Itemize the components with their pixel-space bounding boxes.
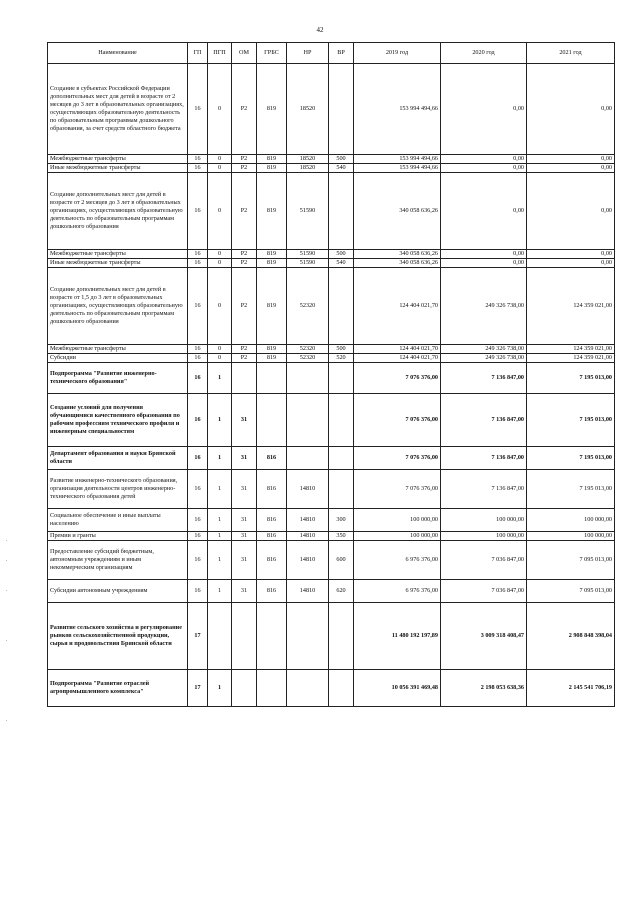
row-vr: 540	[329, 163, 354, 172]
row-amount-2019: 7 076 376,00	[354, 393, 441, 446]
row-nr: 51590	[287, 249, 329, 258]
table-row	[48, 267, 615, 344]
row-amount-2021: 7 195 013,00	[527, 393, 615, 446]
row-vr: 500	[329, 155, 354, 164]
row-om: P2	[232, 267, 257, 344]
row-amount-2019: 340 058 636,26	[354, 172, 441, 249]
row-amount-2019: 153 994 494,66	[354, 163, 441, 172]
col-header-om: ОМ	[232, 43, 257, 64]
row-vr	[329, 446, 354, 469]
budget-table	[47, 42, 615, 707]
row-amount-2020: 100 000,00	[441, 508, 527, 531]
row-nr: 52320	[287, 267, 329, 344]
table-row	[48, 353, 615, 362]
row-om: 31	[232, 508, 257, 531]
row-name: Подпрограмма "Развитие инженерно-технического образования"	[48, 362, 188, 393]
row-pgp: 0	[208, 155, 232, 164]
table-row	[48, 344, 615, 353]
row-om: P2	[232, 344, 257, 353]
row-om: P2	[232, 258, 257, 267]
row-name: Субсидии автономным учреждениям	[48, 579, 188, 602]
row-amount-2020: 7 136 847,00	[441, 393, 527, 446]
col-header-gp: ГП	[188, 43, 208, 64]
row-nr: 14810	[287, 469, 329, 508]
row-om: P2	[232, 155, 257, 164]
row-om: 31	[232, 446, 257, 469]
row-gp: 16	[188, 155, 208, 164]
row-amount-2020: 0,00	[441, 163, 527, 172]
row-vr	[329, 64, 354, 155]
row-pgp: 0	[208, 249, 232, 258]
row-amount-2019: 7 076 376,00	[354, 469, 441, 508]
row-amount-2020: 0,00	[441, 155, 527, 164]
row-amount-2019: 153 994 494,66	[354, 155, 441, 164]
row-pgp: 1	[208, 393, 232, 446]
table-row	[48, 446, 615, 469]
row-amount-2021: 0,00	[527, 163, 615, 172]
col-header-name: Наименование	[48, 43, 188, 64]
row-amount-2021: 7 095 013,00	[527, 540, 615, 579]
row-grbs: 816	[257, 579, 287, 602]
row-gp: 16	[188, 267, 208, 344]
row-name: Иные межбюджетные трансферты	[48, 163, 188, 172]
row-gp: 17	[188, 602, 208, 669]
row-grbs: 819	[257, 267, 287, 344]
row-pgp: 0	[208, 64, 232, 155]
table-row	[48, 155, 615, 164]
table-row	[48, 669, 615, 706]
table-row	[48, 362, 615, 393]
row-nr	[287, 393, 329, 446]
row-amount-2020: 249 326 738,00	[441, 267, 527, 344]
row-amount-2019: 100 000,00	[354, 531, 441, 540]
row-name: Создание дополнительных мест для детей в возрасте от 2 месяцев до 3 лет в образовательных организациях, осуществляющих образовательную деятельность по образовательным программам дошкольного образования	[48, 172, 188, 249]
row-amount-2019: 124 404 021,70	[354, 353, 441, 362]
row-amount-2020: 7 136 847,00	[441, 469, 527, 508]
row-nr: 14810	[287, 579, 329, 602]
row-amount-2020: 0,00	[441, 172, 527, 249]
row-vr: 500	[329, 249, 354, 258]
row-amount-2020: 7 036 847,00	[441, 540, 527, 579]
row-name: Подпрограмма "Развитие отраслей агропромышленного комплекса"	[48, 669, 188, 706]
row-name: Создание в субъектах Российской Федерации дополнительных мест для детей в возрасте от 2 месяцев до 3 лет в образовательных организациях, осуществляющих образовательную деятельность по образовательным программам дошкольного образования, за счет средств областного бюджета	[48, 64, 188, 155]
row-vr: 520	[329, 353, 354, 362]
row-vr: 620	[329, 579, 354, 602]
row-amount-2021: 7 195 013,00	[527, 362, 615, 393]
col-header-2021: 2021 год	[527, 43, 615, 64]
row-om: P2	[232, 249, 257, 258]
row-pgp	[208, 602, 232, 669]
row-grbs: 816	[257, 508, 287, 531]
row-amount-2020: 3 009 318 408,47	[441, 602, 527, 669]
row-grbs	[257, 669, 287, 706]
row-pgp: 1	[208, 531, 232, 540]
col-header-2019: 2019 год	[354, 43, 441, 64]
row-name: Создание дополнительных мест для детей в возрасте от 1,5 до 3 лет в образовательных организациях, осуществляющих образовательную деятельность по образовательным программам дошкольного образования	[48, 267, 188, 344]
table-row	[48, 579, 615, 602]
row-om: P2	[232, 353, 257, 362]
row-nr: 14810	[287, 540, 329, 579]
row-vr	[329, 602, 354, 669]
row-grbs: 816	[257, 540, 287, 579]
table-body	[48, 64, 615, 707]
row-nr: 18520	[287, 163, 329, 172]
row-gp: 16	[188, 362, 208, 393]
row-vr	[329, 669, 354, 706]
row-pgp: 1	[208, 508, 232, 531]
row-amount-2019: 340 058 636,26	[354, 249, 441, 258]
margin-mark	[6, 560, 7, 561]
row-amount-2019: 7 076 376,00	[354, 362, 441, 393]
row-amount-2021: 0,00	[527, 172, 615, 249]
row-name: Субсидии	[48, 353, 188, 362]
col-header-grbs: ГРБС	[257, 43, 287, 64]
row-om	[232, 362, 257, 393]
row-gp: 17	[188, 669, 208, 706]
table-row	[48, 540, 615, 579]
table-row	[48, 602, 615, 669]
row-nr: 51590	[287, 258, 329, 267]
row-pgp: 0	[208, 163, 232, 172]
row-grbs: 816	[257, 469, 287, 508]
table-row	[48, 531, 615, 540]
margin-mark	[6, 540, 7, 541]
row-amount-2019: 11 480 192 197,89	[354, 602, 441, 669]
row-amount-2021: 2 908 848 398,04	[527, 602, 615, 669]
row-amount-2020: 0,00	[441, 64, 527, 155]
row-amount-2020: 2 198 053 638,36	[441, 669, 527, 706]
row-amount-2019: 124 404 021,70	[354, 344, 441, 353]
row-name: Предоставление субсидий бюджетным, автономным учреждениям и иным некоммерческим организациям	[48, 540, 188, 579]
table-row	[48, 469, 615, 508]
row-name: Создание условий для получения обучающимися качественного образования по рабочим профессиям технического профиля и инженерным специальностям	[48, 393, 188, 446]
row-name: Развитие сельского хозяйства и регулирование рынков сельскохозяйственной продукции, сырья и продовольствия Брянской области	[48, 602, 188, 669]
row-amount-2021: 124 359 021,00	[527, 267, 615, 344]
row-amount-2021: 100 000,00	[527, 531, 615, 540]
row-grbs: 819	[257, 163, 287, 172]
row-vr	[329, 362, 354, 393]
row-gp: 16	[188, 531, 208, 540]
row-nr: 14810	[287, 531, 329, 540]
margin-mark	[6, 590, 7, 591]
row-pgp: 0	[208, 172, 232, 249]
row-om: 31	[232, 579, 257, 602]
row-amount-2021: 7 195 013,00	[527, 446, 615, 469]
row-pgp: 0	[208, 267, 232, 344]
row-gp: 16	[188, 258, 208, 267]
row-amount-2021: 0,00	[527, 64, 615, 155]
row-amount-2020: 249 326 738,00	[441, 344, 527, 353]
row-amount-2021: 124 359 021,00	[527, 344, 615, 353]
col-header-nr: НР	[287, 43, 329, 64]
row-amount-2020: 7 136 847,00	[441, 446, 527, 469]
row-gp: 16	[188, 163, 208, 172]
row-vr	[329, 469, 354, 508]
row-vr: 500	[329, 344, 354, 353]
row-pgp: 1	[208, 446, 232, 469]
row-vr: 300	[329, 508, 354, 531]
table-row	[48, 249, 615, 258]
row-amount-2021: 0,00	[527, 249, 615, 258]
table-row	[48, 172, 615, 249]
row-grbs: 816	[257, 531, 287, 540]
row-amount-2019: 124 404 021,70	[354, 267, 441, 344]
row-pgp: 0	[208, 258, 232, 267]
row-gp: 16	[188, 353, 208, 362]
table-row	[48, 163, 615, 172]
row-pgp: 1	[208, 669, 232, 706]
row-name: Межбюджетные трансферты	[48, 155, 188, 164]
row-om: P2	[232, 172, 257, 249]
row-amount-2019: 6 976 376,00	[354, 540, 441, 579]
row-grbs: 819	[257, 155, 287, 164]
row-amount-2020: 7 036 847,00	[441, 579, 527, 602]
row-vr: 350	[329, 531, 354, 540]
row-grbs	[257, 602, 287, 669]
row-grbs: 816	[257, 446, 287, 469]
row-vr	[329, 172, 354, 249]
row-amount-2021: 7 095 013,00	[527, 579, 615, 602]
row-pgp: 0	[208, 344, 232, 353]
row-nr	[287, 362, 329, 393]
row-grbs: 819	[257, 353, 287, 362]
row-amount-2020: 7 136 847,00	[441, 362, 527, 393]
row-grbs: 819	[257, 258, 287, 267]
table-row	[48, 258, 615, 267]
row-amount-2020: 0,00	[441, 258, 527, 267]
row-nr: 18520	[287, 155, 329, 164]
row-grbs: 819	[257, 172, 287, 249]
row-amount-2020: 0,00	[441, 249, 527, 258]
row-om	[232, 602, 257, 669]
row-amount-2019: 6 976 376,00	[354, 579, 441, 602]
row-om: P2	[232, 64, 257, 155]
row-om: 31	[232, 540, 257, 579]
row-nr: 52320	[287, 353, 329, 362]
table-row	[48, 508, 615, 531]
row-grbs	[257, 393, 287, 446]
row-amount-2021: 2 145 541 706,19	[527, 669, 615, 706]
row-gp: 16	[188, 393, 208, 446]
row-gp: 16	[188, 446, 208, 469]
row-nr	[287, 669, 329, 706]
row-vr: 540	[329, 258, 354, 267]
row-pgp: 0	[208, 353, 232, 362]
table-row	[48, 393, 615, 446]
row-amount-2019: 153 994 494,66	[354, 64, 441, 155]
row-name: Премии и гранты	[48, 531, 188, 540]
row-nr: 14810	[287, 508, 329, 531]
row-vr: 600	[329, 540, 354, 579]
row-amount-2020: 249 326 738,00	[441, 353, 527, 362]
row-amount-2021: 0,00	[527, 258, 615, 267]
row-nr	[287, 602, 329, 669]
row-om	[232, 669, 257, 706]
row-name: Департамент образования и науки Брянской области	[48, 446, 188, 469]
row-grbs: 819	[257, 249, 287, 258]
row-grbs: 819	[257, 64, 287, 155]
row-nr: 52320	[287, 344, 329, 353]
row-amount-2021: 100 000,00	[527, 508, 615, 531]
row-gp: 16	[188, 579, 208, 602]
row-amount-2021: 124 359 021,00	[527, 353, 615, 362]
row-vr	[329, 393, 354, 446]
row-name: Развитие инженерно-технического образования, организация деятельности центров инженерно-технического образования детей	[48, 469, 188, 508]
row-grbs	[257, 362, 287, 393]
row-om: P2	[232, 163, 257, 172]
col-header-vr: ВР	[329, 43, 354, 64]
row-name: Межбюджетные трансферты	[48, 249, 188, 258]
row-pgp: 1	[208, 579, 232, 602]
margin-mark	[6, 720, 7, 721]
row-amount-2020: 100 000,00	[441, 531, 527, 540]
col-header-2020: 2020 год	[441, 43, 527, 64]
page-number: 42	[316, 26, 324, 34]
table-header-row	[48, 43, 615, 64]
col-header-pgp: ПГП	[208, 43, 232, 64]
row-gp: 16	[188, 469, 208, 508]
row-name: Межбюджетные трансферты	[48, 344, 188, 353]
row-amount-2019: 10 056 391 469,48	[354, 669, 441, 706]
row-vr	[329, 267, 354, 344]
row-amount-2021: 0,00	[527, 155, 615, 164]
row-name: Иные межбюджетные трансферты	[48, 258, 188, 267]
row-amount-2019: 7 076 376,00	[354, 446, 441, 469]
row-om: 31	[232, 469, 257, 508]
row-gp: 16	[188, 508, 208, 531]
row-name: Социальное обеспечение и иные выплаты населению	[48, 508, 188, 531]
row-gp: 16	[188, 344, 208, 353]
row-gp: 16	[188, 64, 208, 155]
row-nr: 51590	[287, 172, 329, 249]
row-om: 31	[232, 531, 257, 540]
row-nr: 18520	[287, 64, 329, 155]
row-pgp: 1	[208, 540, 232, 579]
margin-mark	[6, 640, 7, 641]
row-gp: 16	[188, 172, 208, 249]
row-nr	[287, 446, 329, 469]
row-grbs: 819	[257, 344, 287, 353]
row-amount-2019: 100 000,00	[354, 508, 441, 531]
table-row	[48, 64, 615, 155]
row-pgp: 1	[208, 469, 232, 508]
row-gp: 16	[188, 540, 208, 579]
row-amount-2019: 340 058 636,26	[354, 258, 441, 267]
row-gp: 16	[188, 249, 208, 258]
row-amount-2021: 7 195 013,00	[527, 469, 615, 508]
row-om: 31	[232, 393, 257, 446]
row-pgp: 1	[208, 362, 232, 393]
